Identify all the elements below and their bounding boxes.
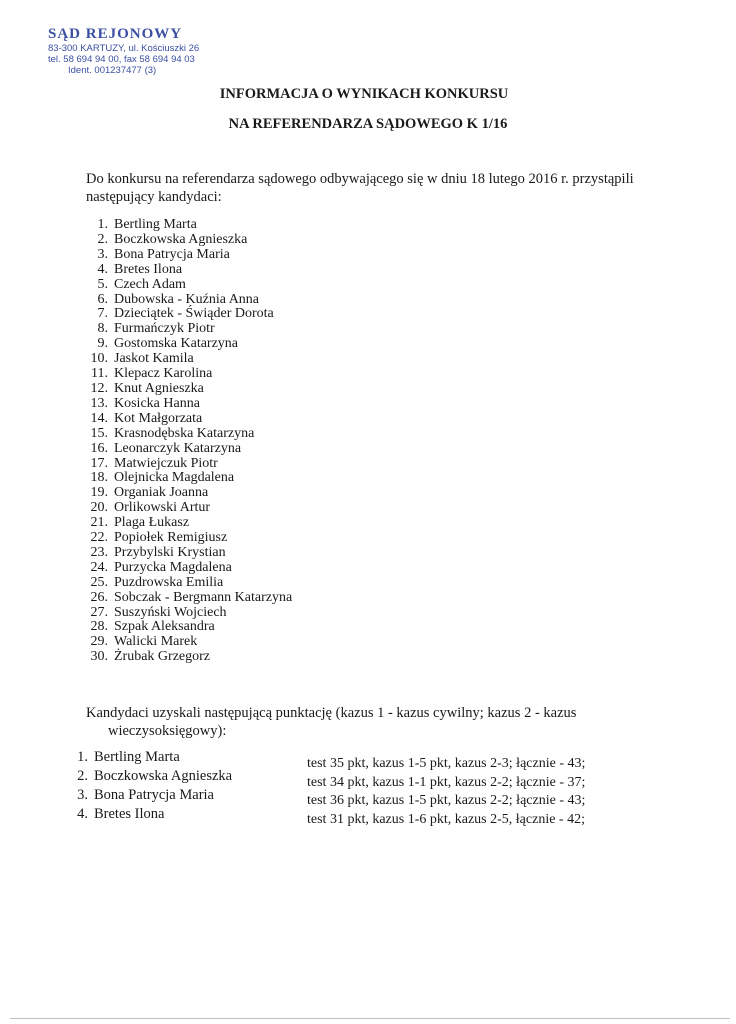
- intro-paragraph: Do konkursu na referendarza sądowego odbywającego się w dniu 18 lutego 2016 r. przystąpili następujący kandydaci:: [86, 171, 634, 205]
- candidate-name: Matwiejczuk Piotr: [114, 455, 218, 471]
- candidate-item: [86, 620, 292, 635]
- stamp-ident: Ident. 001237477 (3): [68, 65, 157, 76]
- stamp-phone: tel. 58 694 94 00, fax 58 694 94 03: [48, 54, 195, 65]
- candidate-item: [86, 278, 292, 293]
- candidate-item: [86, 352, 292, 367]
- candidate-number: 28.: [90, 619, 108, 635]
- candidate-name: Kot Małgorzata: [114, 410, 203, 426]
- candidate-item: [86, 233, 292, 248]
- score-candidate-name: Bona Patrycja Maria: [94, 787, 214, 803]
- candidate-number: 10.: [90, 351, 108, 367]
- candidate-item: [86, 427, 292, 442]
- candidate-name: Kosicka Hanna: [114, 395, 200, 411]
- candidate-name: Sobczak - Bergmann Katarzyna: [114, 589, 293, 605]
- score-result: test 36 pkt, kazus 1-5 pkt, kazus 2-2; łącznie - 43;: [307, 793, 586, 809]
- score-result: test 34 pkt, kazus 1-1 pkt, kazus 2-2; łącznie - 37;: [307, 774, 586, 790]
- candidate-item: [86, 412, 292, 427]
- candidate-name: Przybylski Krystian: [114, 544, 226, 560]
- candidate-name: Purzycka Magdalena: [114, 559, 232, 575]
- score-names-list: [72, 748, 232, 824]
- candidate-name: Leonarczyk Katarzyna: [114, 440, 242, 456]
- candidate-item: [86, 501, 292, 516]
- candidate-name: Jaskot Kamila: [114, 351, 194, 367]
- candidate-name: Czech Adam: [114, 276, 186, 292]
- candidate-list: [86, 218, 292, 665]
- candidate-number: 12.: [90, 380, 108, 396]
- candidate-item: [86, 218, 292, 233]
- candidate-number: 7.: [97, 306, 108, 322]
- candidate-number: 11.: [91, 366, 108, 382]
- candidate-number: 27.: [90, 604, 108, 620]
- candidate-number: 3.: [97, 246, 108, 262]
- score-candidate-item: [72, 805, 232, 824]
- candidate-item: [86, 263, 292, 278]
- candidate-number: 30.: [90, 649, 108, 665]
- candidate-item: [86, 561, 292, 576]
- candidate-item: [86, 307, 292, 322]
- stamp-court-name: SĄD REJONOWY: [48, 26, 183, 42]
- candidate-name: Bona Patrycja Maria: [114, 246, 230, 262]
- candidate-item: [86, 471, 292, 486]
- candidate-number: 15.: [90, 425, 108, 441]
- score-candidate-name: Bretes Ilona: [94, 806, 165, 822]
- candidate-name: Bretes Ilona: [114, 261, 183, 277]
- score-candidate-item: [72, 786, 232, 805]
- candidate-item: [86, 516, 292, 531]
- candidate-name: Orlikowski Artur: [114, 500, 211, 516]
- score-candidate-name: Bertling Marta: [94, 749, 180, 765]
- candidate-number: 24.: [90, 559, 108, 575]
- candidate-name: Szpak Aleksandra: [114, 619, 215, 635]
- candidate-name: Plaga Łukasz: [114, 515, 190, 531]
- candidate-number: 13.: [90, 395, 108, 411]
- score-candidate-number: 1.: [77, 749, 88, 765]
- candidate-number: 25.: [90, 574, 108, 590]
- candidate-name: Gostomska Katarzyna: [114, 336, 239, 352]
- scores-intro-paragraph: [86, 704, 666, 740]
- candidate-item: [86, 442, 292, 457]
- candidate-number: 26.: [90, 589, 108, 605]
- candidate-item: [86, 591, 292, 606]
- candidate-name: Suszyński Wojciech: [114, 604, 227, 620]
- candidate-name: Puzdrowska Emilia: [114, 574, 224, 590]
- candidate-name: Dzieciątek - Świąder Dorota: [114, 306, 274, 322]
- candidate-item: [86, 486, 292, 501]
- candidate-name: Krasnodębska Katarzyna: [114, 425, 255, 441]
- document-title-line1: INFORMACJA O WYNIKACH KONKURSU: [219, 86, 509, 102]
- score-candidate-item: [72, 767, 232, 786]
- candidate-name: Dubowska - Kuźnia Anna: [114, 291, 260, 307]
- candidate-number: 1.: [97, 217, 108, 232]
- score-candidate-name: Boczkowska Agnieszka: [94, 768, 233, 784]
- scores-intro-line2: wieczysoksięgowy):: [108, 723, 227, 739]
- candidate-number: 18.: [90, 470, 108, 486]
- score-candidate-number: 3.: [77, 787, 88, 803]
- score-candidate-number: 4.: [77, 806, 88, 822]
- stamp-address: 83-300 KARTUZY, ul. Kościuszki 26: [48, 43, 200, 54]
- score-result: test 35 pkt, kazus 1-5 pkt, kazus 2-3; łącznie - 43;: [307, 756, 586, 771]
- page-bottom-rule: [10, 1018, 730, 1019]
- candidate-name: Popiołek Remigiusz: [114, 530, 228, 546]
- candidate-name: Organiak Joanna: [114, 485, 209, 501]
- score-candidate-number: 2.: [77, 768, 88, 784]
- document-title-line2: NA REFERENDARZA SĄDOWEGO K 1/16: [228, 116, 508, 132]
- score-result: test 31 pkt, kazus 1-6 pkt, kazus 2-5, łącznie - 42;: [307, 812, 585, 828]
- candidate-number: 22.: [90, 530, 108, 546]
- candidate-name: Boczkowska Agnieszka: [114, 231, 248, 247]
- candidate-item: [86, 606, 292, 621]
- candidate-item: [86, 546, 292, 561]
- candidate-name: Żrubak Grzegorz: [114, 649, 211, 665]
- candidate-item: [86, 337, 292, 352]
- candidate-name: Walicki Marek: [114, 634, 198, 650]
- candidate-number: 19.: [90, 485, 108, 501]
- score-candidate-item: [72, 748, 232, 767]
- candidate-item: [86, 382, 292, 397]
- candidate-name: Olejnicka Magdalena: [114, 470, 235, 486]
- court-stamp: [46, 26, 199, 76]
- candidate-item: [86, 397, 292, 412]
- candidate-number: 16.: [90, 440, 108, 456]
- candidate-number: 2.: [97, 231, 108, 247]
- candidate-item: [86, 248, 292, 263]
- candidate-number: 6.: [97, 291, 108, 307]
- candidate-item: [86, 322, 292, 337]
- candidate-number: 17.: [90, 455, 108, 471]
- candidate-item: [86, 576, 292, 591]
- candidate-item: [86, 367, 292, 382]
- candidate-number: 20.: [90, 500, 108, 516]
- candidate-number: 5.: [97, 276, 108, 292]
- candidate-name: Klepacz Karolina: [114, 366, 213, 382]
- score-results-list: [307, 755, 585, 830]
- candidate-number: 23.: [90, 544, 108, 560]
- candidate-number: 29.: [90, 634, 108, 650]
- candidate-number: 8.: [97, 321, 108, 337]
- scores-intro-line1: Kandydaci uzyskali następującą punktację (kazus 1 - kazus cywilny; kazus 2 - kazus: [86, 705, 577, 721]
- candidate-item: [86, 457, 292, 472]
- candidate-item: [86, 531, 292, 546]
- candidate-number: 14.: [90, 410, 108, 426]
- candidate-number: 9.: [97, 336, 108, 352]
- candidate-number: 4.: [97, 261, 108, 277]
- candidate-item: [86, 650, 292, 665]
- candidate-name: Furmańczyk Piotr: [114, 321, 215, 337]
- candidate-name: Bertling Marta: [114, 217, 197, 232]
- candidate-name: Knut Agnieszka: [114, 380, 204, 396]
- candidate-number: 21.: [90, 515, 108, 531]
